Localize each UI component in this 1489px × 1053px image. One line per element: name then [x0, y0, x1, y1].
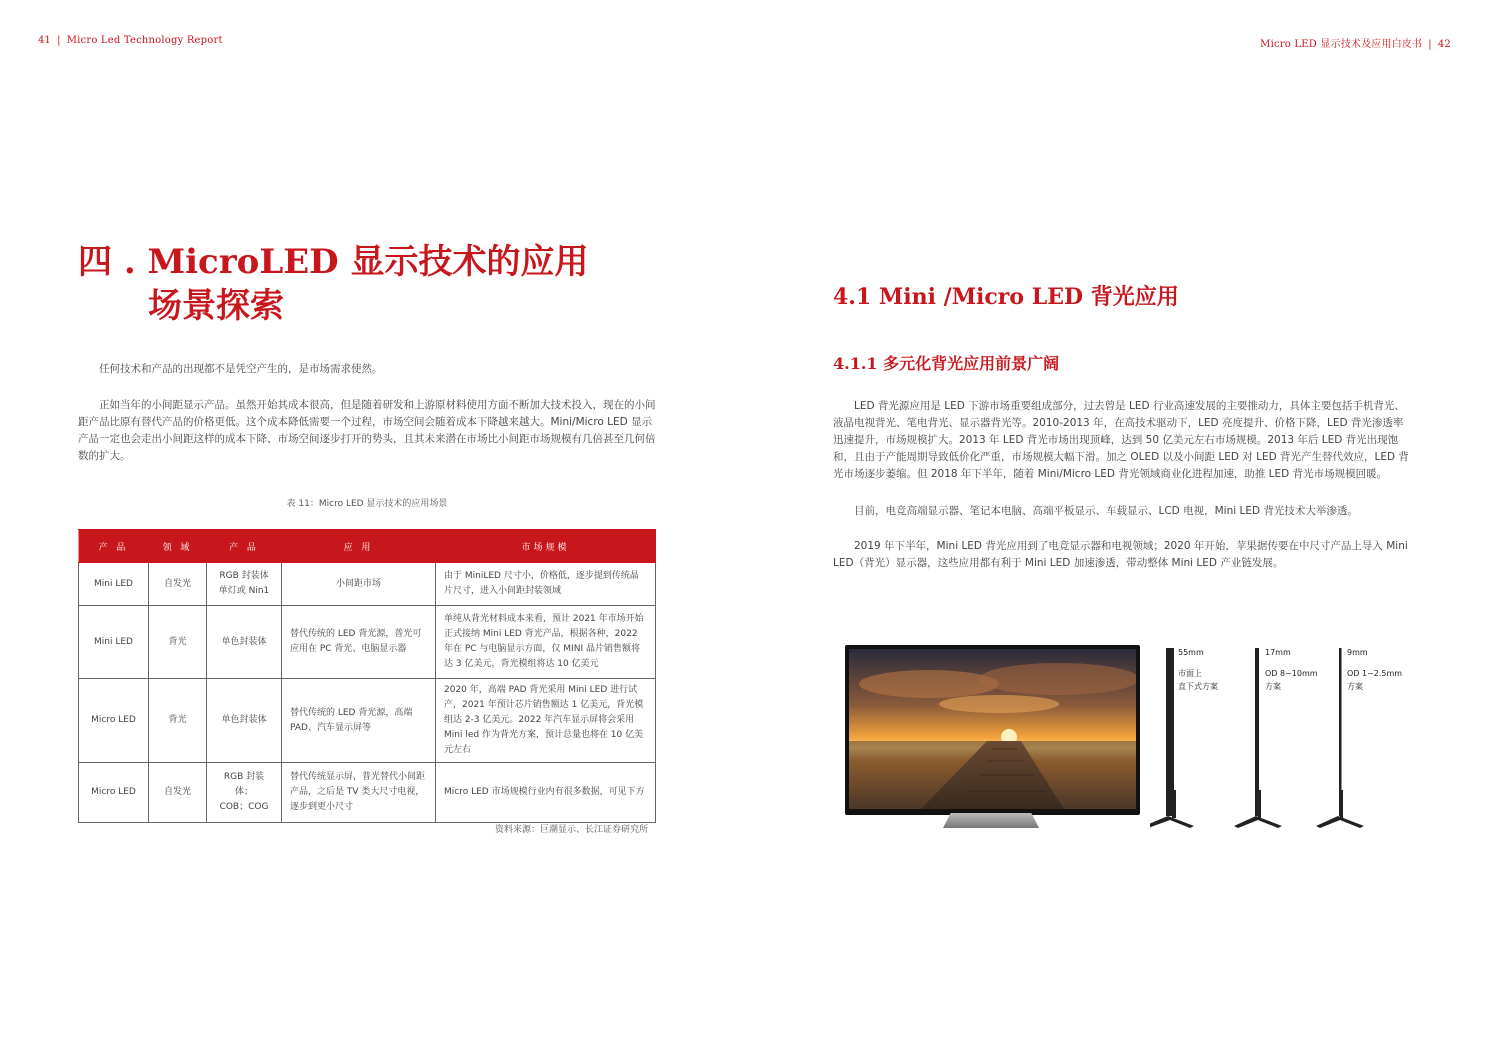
- tv-illustration: [845, 645, 1140, 830]
- table-row: [79, 606, 656, 679]
- right-page-number: 42: [1437, 39, 1451, 50]
- tv-stand: [943, 813, 1039, 828]
- profile-thickness: 17mm: [1265, 648, 1291, 657]
- table-cell: Mini LED: [79, 606, 149, 679]
- table-header-cell: 产 品: [207, 530, 282, 563]
- left-paragraph-1: 任何技术和产品的出现都不是凭空产生的，是市场需求使然。: [99, 363, 383, 375]
- profile-line1: OD 8~10mm: [1265, 669, 1318, 678]
- right-paragraph-1: LED 背光源应用是 LED 下游市场重要组成部分，过去曾是 LED 行业高速发展的主要推动力，具体主要包括手机背光、液晶电视背光、笔电背光、显示器背光等。2010-2013 年，在高技术驱动下，LED 亮度提升、价格下降，LED 背光渗透率迅速提升，市场规模扩大。2013 年 LED 背光市场出现顶峰，达到 50 亿美元左右市场规模。2013 年后 LED 背光出现饱和，且由于产能周期导致低价化严重，市场规模大幅下滑。加之 OLED 以及小间距 LED 对 LED 背光产生替代效应，LED 背光市场逐步萎缩。但 2018 年下半年，随着 Mini/Micro LED 背光领域商业化进程加速，助推 LED 背光市场规模回暖。: [833, 400, 1409, 480]
- chapter-title: [78, 240, 589, 328]
- table-cell: 背光: [149, 679, 207, 763]
- profile-thickness: 9mm: [1347, 648, 1368, 657]
- chapter-title-line1: 四 . MicroLED 显示技术的应用: [78, 242, 589, 282]
- right-paragraph-3: 2019 年下半年，Mini LED 背光应用到了电竞显示器和电视领域；2020 年开始，苹果据传要在中尺寸产品上导入 Mini LED（背光）显示器，这些应用都有利于 Mini LED 加速渗透，带动整体 Mini LED 产业链发展。: [833, 540, 1408, 569]
- table-cell: 单色封装体: [207, 679, 282, 763]
- profile-line2: 方案: [1347, 682, 1363, 691]
- table-row: [79, 679, 656, 763]
- table-header-cell: 市场规模: [436, 530, 656, 563]
- left-page-number: 41: [38, 35, 52, 46]
- profile-line1: OD 1~2.5mm: [1347, 669, 1403, 678]
- sunset-pier-image: [849, 649, 1136, 809]
- tv-screen: [845, 645, 1140, 815]
- profile-line1: 市面上: [1178, 669, 1202, 678]
- table-caption: 表 11：Micro LED 显示技术的应用场景: [286, 499, 448, 509]
- section-title: 4.1 Mini /Micro LED 背光应用: [833, 284, 1179, 310]
- profile-label-2: [1265, 646, 1318, 693]
- profile-thickness: 55mm: [1178, 648, 1204, 657]
- table-cell: RGB 封装体 单灯或 Nin1: [207, 563, 282, 606]
- table-cell: 替代传统显示屏，普光替代小间距产品，之后是 TV 类大尺寸电视，逐步到更小尺寸: [282, 763, 436, 823]
- chapter-title-line2: 场景探索: [148, 286, 284, 326]
- table-header-cell: 领 域: [149, 530, 207, 563]
- table-cell: 替代传统的 LED 背光源，高端 PAD、汽车显示屏等: [282, 679, 436, 763]
- application-table: [78, 529, 656, 823]
- profile-label-3: [1347, 646, 1402, 693]
- subsection-title: 4.1.1 多元化背光应用前景广阔: [833, 354, 1060, 373]
- table-source: 资料来源：巨潮显示、长江证券研究所: [494, 825, 648, 835]
- table-cell: 由于 MiniLED 尺寸小，价格低，逐步提到传统晶片尺寸，进入小间距封装领域: [436, 563, 656, 606]
- profile-line2: 直下式方案: [1178, 682, 1218, 691]
- table-row: [79, 763, 656, 823]
- table-header-cell: 应 用: [282, 530, 436, 563]
- table-header-row: [79, 530, 656, 563]
- table-cell: Mini LED: [79, 563, 149, 606]
- right-header-title: Micro LED 显示技术及应用白皮书: [1260, 39, 1423, 50]
- left-header-title: Micro Led Technology Report: [66, 35, 223, 46]
- right-header: Micro LED 显示技术及应用白皮书 | 42: [1260, 39, 1451, 50]
- left-header: 41 | Micro Led Technology Report: [38, 35, 223, 46]
- right-paragraph-2: 目前，电竞高端显示器、笔记本电脑、高端平板显示、车载显示、LCD 电视，Mini LED 背光技术大举渗透。: [854, 505, 1358, 517]
- table-cell: 背光: [149, 606, 207, 679]
- table-row: [79, 563, 656, 606]
- table-cell: 2020 年，高端 PAD 背光采用 Mini LED 进行试产，2021 年预计芯片销售额达 1 亿美元，背光模组达 2-3 亿美元。2022 年汽车显示屏将会采用 Mini led 作为背光方案，预计总量也将在 10 亿美元左右: [436, 679, 656, 763]
- table-cell: RGB 封装体； COB；COG: [207, 763, 282, 823]
- table-cell: 自发光: [149, 563, 207, 606]
- table-cell: 替代传统的 LED 背光源，普光可应用在 PC 背光、电脑显示器: [282, 606, 436, 679]
- profile-line2: 方案: [1265, 682, 1281, 691]
- left-paragraph-2: 正如当年的小间距显示产品。虽然开始其成本很高，但是随着研发和上游原材料使用方面不断加大技术投入，现在的小间距产品比原有替代产品的价格更低。这个成本降低需要一个过程，市场空间会随着成本下降越来越大。Mini/Micro LED 显示产品一定也会走出小间距这样的成本下降、市场空间逐步打开的势头，且其未来潜在市场比小间距市场规模有几倍甚至几何倍数的扩大。: [78, 399, 656, 462]
- table-cell: 自发光: [149, 763, 207, 823]
- table-cell: Micro LED 市场规模行业内有很多数据，可见下方: [436, 763, 656, 823]
- table-cell: Micro LED: [79, 679, 149, 763]
- table-cell: Micro LED: [79, 763, 149, 823]
- table-header-cell: 产 品: [79, 530, 149, 563]
- table-cell: 单纯从背光材料成本来看，预计 2021 年市场开始正式接纳 Mini LED 背光产品，根据各种，2022 年在 PC 与电脑显示方面，仅 MINI 晶片销售额将达 3 亿美元，背光模组将达 10 亿美元: [436, 606, 656, 679]
- table-cell: 单色封装体: [207, 606, 282, 679]
- profile-label-1: [1178, 646, 1218, 693]
- table-cell: 小间距市场: [282, 563, 436, 606]
